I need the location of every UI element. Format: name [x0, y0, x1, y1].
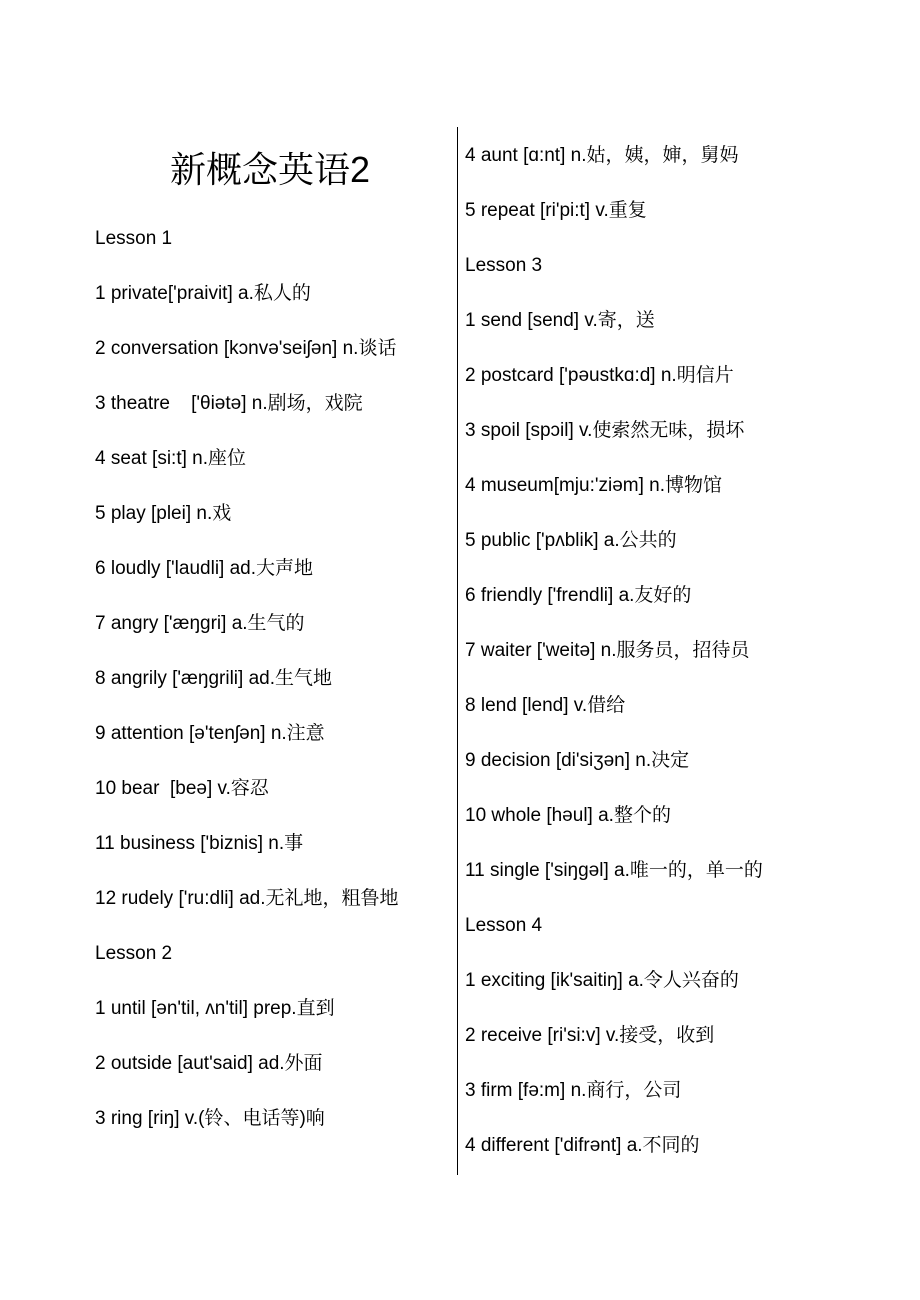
vocab-entry: 2 outside [aut'said] ad.外面 — [95, 1053, 323, 1074]
vocab-entry: 6 loudly ['laudli] ad.大声地 — [95, 558, 314, 579]
vocab-entry: 9 decision [di'siʒən] n.决定 — [465, 750, 690, 771]
vocab-entry: 4 different ['difrənt] a.不同的 — [465, 1135, 700, 1156]
vocab-entry: 4 museum[mju:'ziəm] n.博物馆 — [465, 475, 723, 496]
lesson-3-heading: Lesson 3 — [465, 255, 543, 276]
vocab-entry: 3 theatre ['θiətə] n.剧场，戏院 — [95, 393, 363, 414]
lesson-2-heading: Lesson 2 — [95, 943, 173, 964]
vocab-entry: 5 repeat [ri'pi:t] v.重复 — [465, 200, 647, 221]
lesson-4-heading: Lesson 4 — [465, 915, 543, 936]
vocab-entry: 3 firm [fə:m] n.商行，公司 — [465, 1080, 682, 1101]
document-title: 新概念英语2 — [169, 149, 371, 190]
vocab-entry: 1 private['praivit] a.私人的 — [95, 283, 311, 304]
vocab-entry: 10 whole [həul] a.整个的 — [465, 805, 671, 826]
vocab-entry: 11 single ['siŋgəl] a.唯一的，单一的 — [465, 860, 763, 881]
vocab-entry: 7 waiter ['weitə] n.服务员，招待员 — [465, 640, 750, 661]
vocab-entry: 5 play [plei] n.戏 — [95, 503, 232, 524]
vocab-entry: 2 postcard ['pəustkɑ:d] n.明信片 — [465, 365, 734, 386]
vocab-entry: 1 send [send] v.寄，送 — [465, 310, 655, 331]
vocab-entry: 12 rudely ['ru:dli] ad.无礼地，粗鲁地 — [95, 888, 399, 909]
vocab-entry: 3 ring [riŋ] v.(铃、电话等)响 — [95, 1108, 325, 1129]
vocab-entry: 4 seat [si:t] n.座位 — [95, 448, 246, 469]
vocab-entry: 10 bear [beə] v.容忍 — [95, 778, 269, 799]
vocab-entry: 2 receive [ri'si:v] v.接受，收到 — [465, 1025, 715, 1046]
vocab-entry: 9 attention [ə'tenʃən] n.注意 — [95, 723, 325, 744]
vocab-entry: 11 business ['biznis] n.事 — [95, 833, 304, 854]
vocab-entry: 7 angry ['æŋgri] a.生气的 — [95, 613, 305, 634]
vocab-entry: 8 angrily ['æŋgrili] ad.生气地 — [95, 668, 332, 689]
vocab-entry: 2 conversation [kɔnvə'seiʃən] n.谈话 — [95, 338, 397, 359]
column-divider — [457, 127, 458, 1175]
vocab-entry: 3 spoil [spɔil] v.使索然无味，损坏 — [465, 420, 745, 441]
vocab-entry: 8 lend [lend] v.借给 — [465, 695, 626, 716]
vocab-entry: 1 exciting [ik'saitiŋ] a.令人兴奋的 — [465, 970, 739, 991]
vocab-entry: 1 until [ən'til, ʌn'til] prep.直到 — [95, 998, 335, 1019]
vocab-entry: 4 aunt [ɑ:nt] n.姑，姨，婶，舅妈 — [465, 145, 739, 166]
lesson-1-heading: Lesson 1 — [95, 228, 173, 249]
vocab-entry: 6 friendly ['frendli] a.友好的 — [465, 585, 692, 606]
vocab-entry: 5 public ['pʌblik] a.公共的 — [465, 530, 677, 551]
